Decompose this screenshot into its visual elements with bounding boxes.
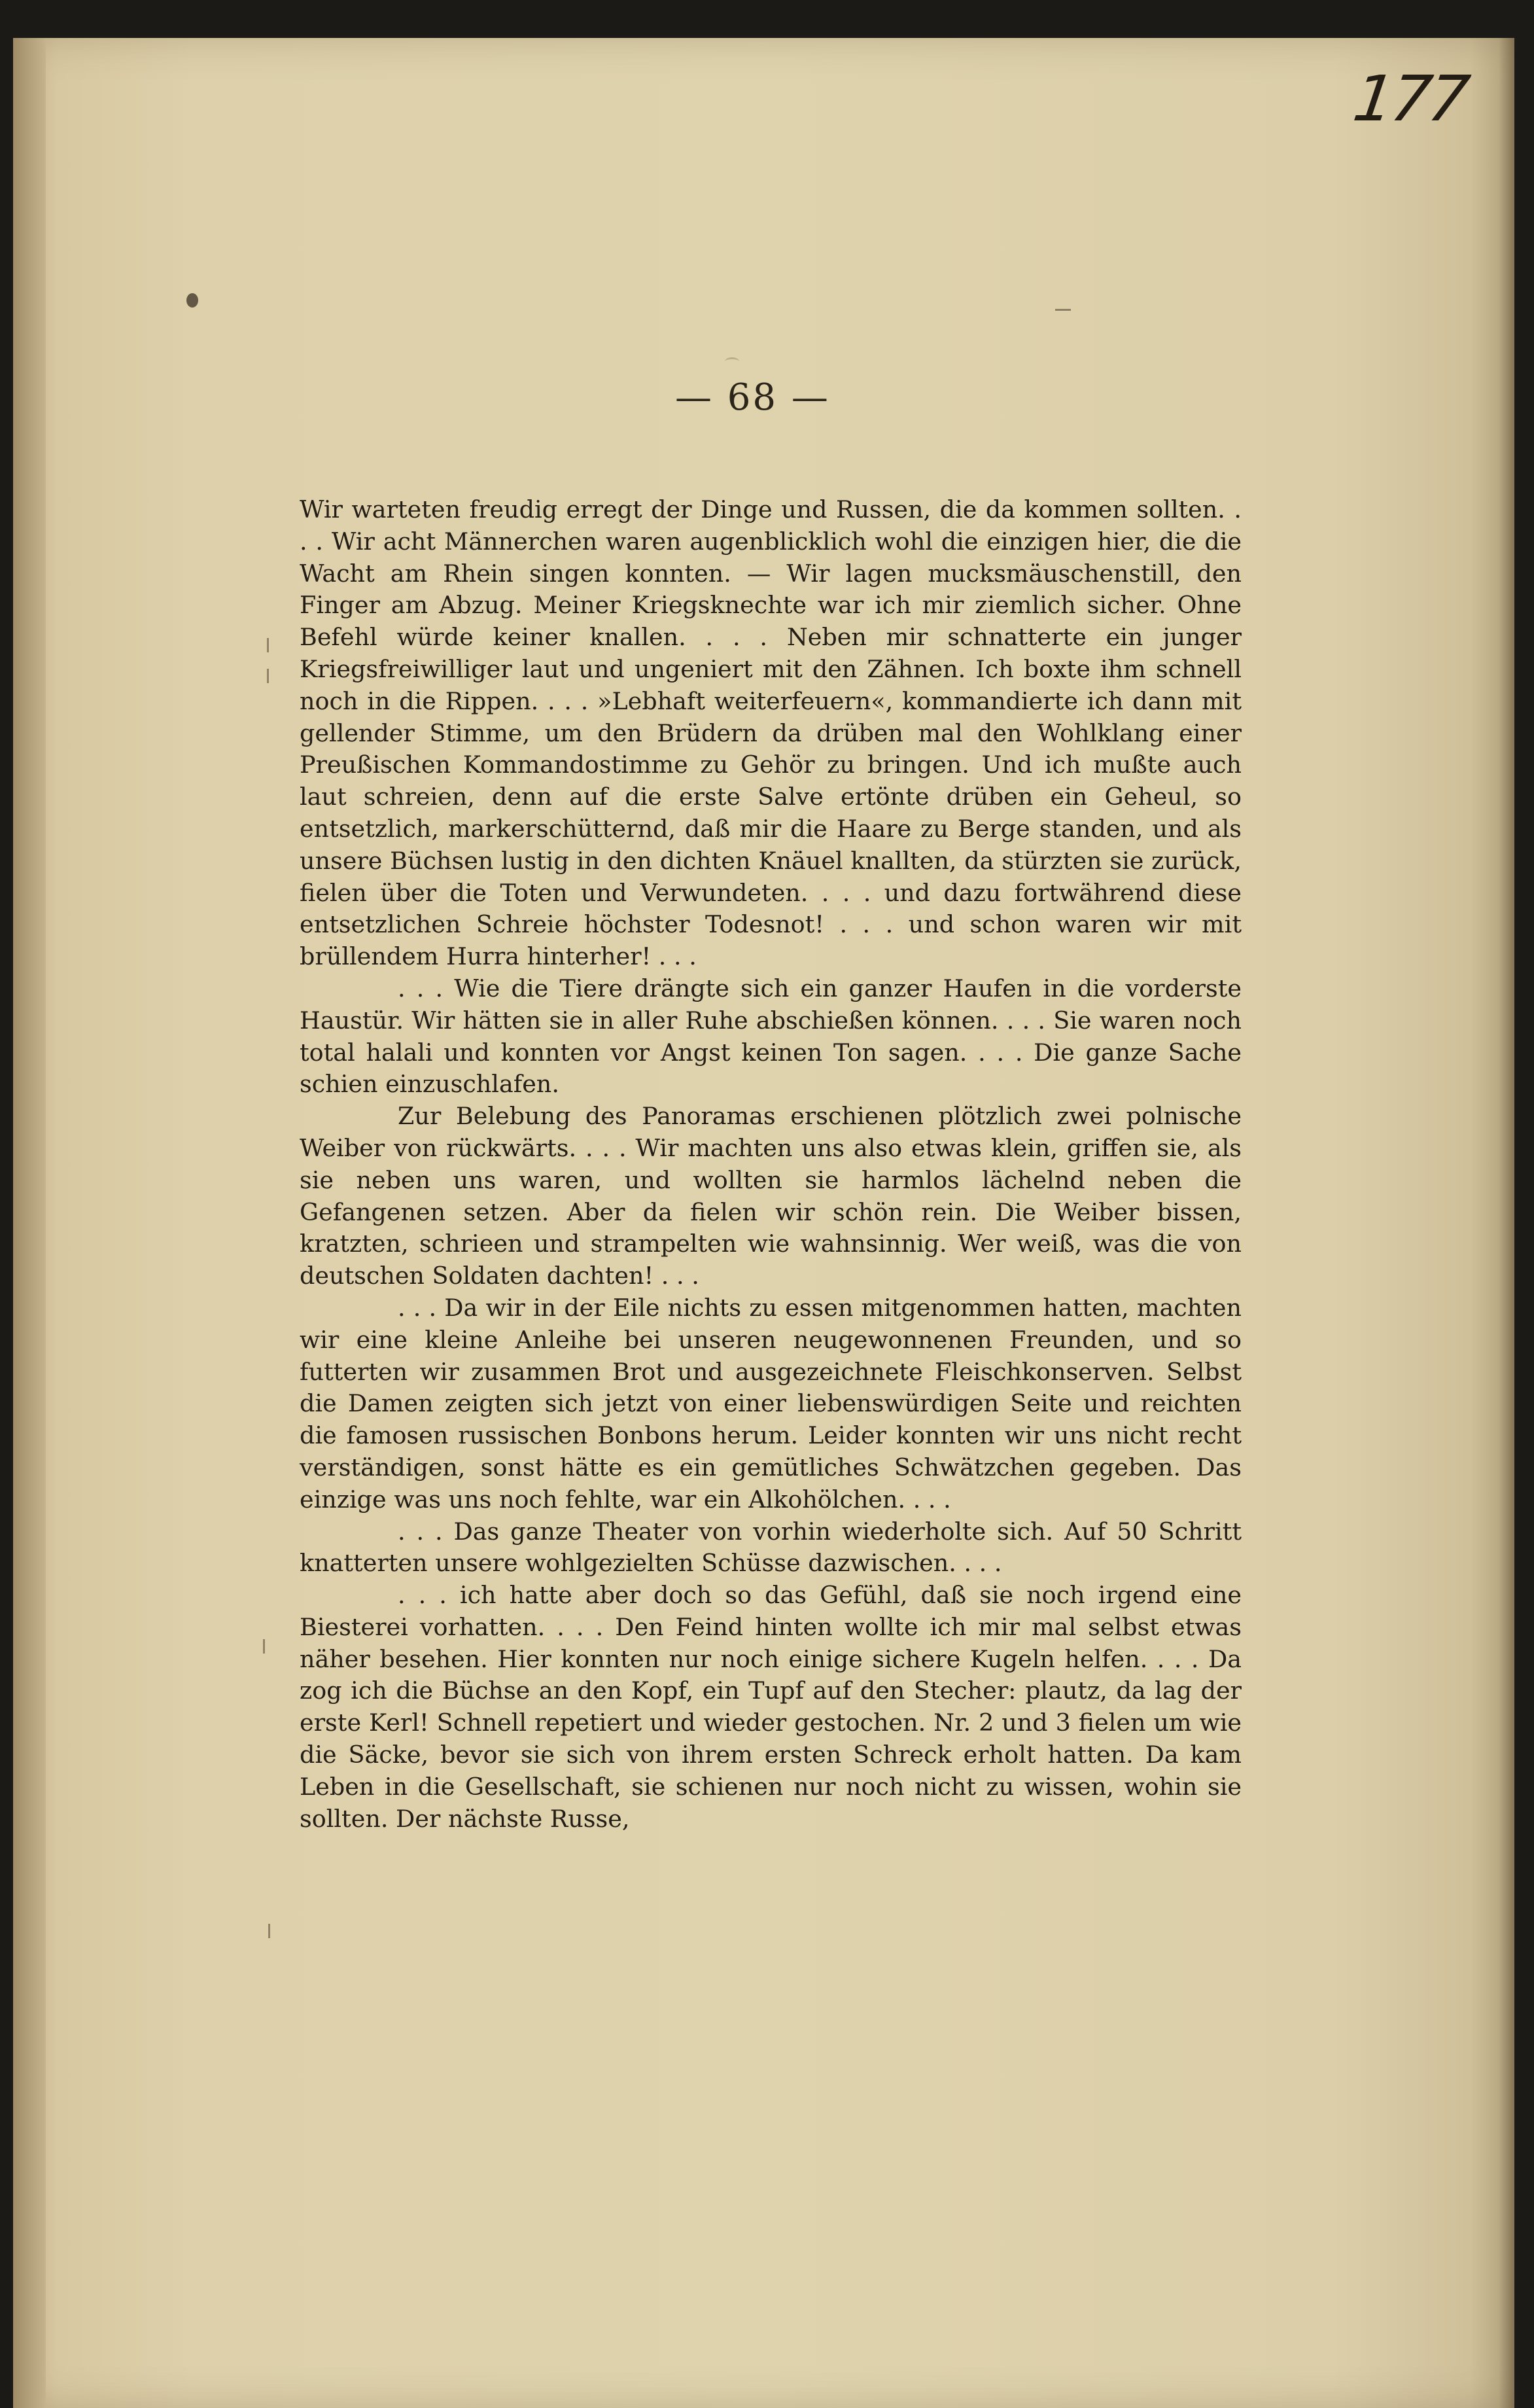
margin-mark <box>267 669 269 683</box>
body-text <box>300 494 1242 1835</box>
margin-mark <box>267 638 269 652</box>
margin-mark <box>263 1639 265 1654</box>
paragraph: . . . Da wir in der Eile nichts zu essen mitgenommen hatten, machten wir eine kleine Anleihe bei unseren neugewonnenen Freunden, und so futterten wir zusammen Brot und ausgezeichnete Fleischkonserven. Selbst die Damen zeigten sich jetzt von einer liebenswürdigen Seite und reichten die famosen russischen Bonbons herum. Leider konnten wir uns nicht recht verständigen, sonst hätte es ein gemütliches Schwätzchen gegeben. Das einzige was uns noch fehlte, war ein Alkohölchen. . . . <box>300 1293 1242 1514</box>
paragraph: Wir warteten freudig erregt der Dinge und Russen, die da kommen sollten. . . . Wir acht Männerchen waren augenblicklich wohl die einzigen hier, die die Wacht am Rhein singen konnten. — Wir lagen mucksmäuschenstill, den Finger am Abzug. Meiner Kriegsknechte war ich mir ziemlich sicher. Ohne Befehl würde keiner knallen. . . . Neben mir schnatterte ein junger Kriegsfreiwilliger laut und ungeniert mit den Zähnen. Ich boxte ihm schnell noch in die Rippen. . . . »Lebhaft weiterfeuern«, kommandierte ich dann mit gellender Stimme, um den Brüdern da drüben mal den Wohlklang einer Preußischen Kommandostimme zu Gehör zu bringen. Und ich mußte auch laut schreien, denn auf die erste Salve ertönte drüben ein Geheul, so entsetzlich, markerschütternd, daß mir die Haare zu Berge standen, und als unsere Büchsen lustig in den dichten Knäuel knallten, da stürzten sie zurück, fielen über die Toten und Verwundeten. . . . und dazu fortwährend diese entsetzlichen Schreie höchster Todesnot! . . . und schon waren wir mit brüllendem Hurra hinterher! . . . <box>300 495 1242 971</box>
paragraph: . . . ich hatte aber doch so das Gefühl, daß sie noch irgend eine Biesterei vorhatten. . . . Den Feind hinten wollte ich mir mal selbst etwas näher besehen. Hier konnten nur noch einige sichere Kugeln helfen. . . . Da zog ich die Büchse an den Kopf, ein Tupf auf den Stecher: plautz, da lag der erste Kerl! Schnell repetiert und wieder gestochen. Nr. 2 und 3 fielen um wie die Säcke, bevor sie sich von ihrem ersten Schreck erholt hatten. Da kam Leben in die Gesellschaft, sie schienen nur noch nicht zu wissen, wohin sie sollten. Der nächste Russe, <box>300 1581 1242 1833</box>
margin-mark <box>268 1924 270 1938</box>
paragraph: . . . Das ganze Theater von vorhin wiederholte sich. Auf 50 Schritt knatterten unsere wohlgezielten Schüsse dazwischen. . . . <box>300 1517 1242 1578</box>
pencil-mark <box>725 357 739 366</box>
paragraph: . . . Wie die Tiere drängte sich ein ganzer Haufen in die vorderste Haustür. Wir hätten sie in aller Ruhe abschießen können. . . . Sie waren noch total halali und konnten vor Angst keinen Ton sagen. . . . Die ganze Sache schien einzuschlafen. <box>300 974 1242 1099</box>
page-edge-shadow <box>1499 38 1514 2408</box>
book-binding-edge <box>13 38 46 2408</box>
pencil-mark <box>1055 309 1071 311</box>
paragraph: Zur Belebung des Panoramas erschienen plötzlich zwei polnische Weiber von rückwärts. . . . Wir machten uns also etwas klein, griffen sie, als sie neben uns waren, und wollten sie harmlos lächelnd neben die Gefangenen setzen. Aber da fielen wir schön rein. Die Weiber bissen, kratzten, schrieen und strampelten wie wahnsinnig. Wer weiß, was die von deutschen Soldaten dachten! . . . <box>300 1102 1242 1290</box>
ink-spot <box>186 293 198 308</box>
page-number: — 68 — <box>675 376 830 419</box>
handwritten-folio-number: 177 <box>1349 62 1472 135</box>
